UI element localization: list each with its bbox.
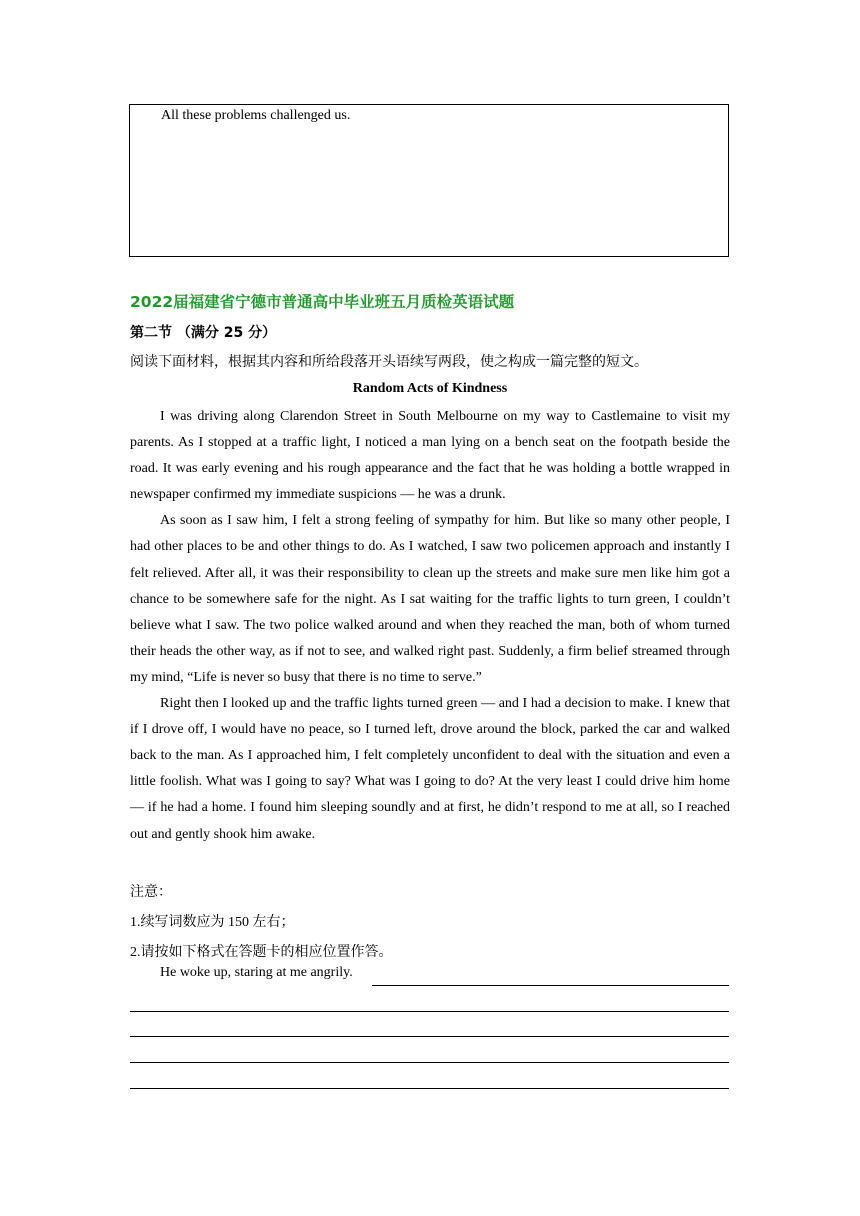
writing-line[interactable]: [130, 1036, 729, 1037]
answer-box-starter: All these problems challenged us.: [161, 108, 351, 123]
instruction-text: 阅读下面材料，根据其内容和所给段落开头语续写两段，使之构成一篇完整的短文。: [130, 354, 648, 370]
exam-title: 2022届福建省宁德市普通高中毕业班五月质检英语试题: [130, 293, 515, 311]
writing-line[interactable]: [130, 1011, 729, 1012]
story-paragraph: Right then I looked up and the traffic lights turned green — and I had a decision to make. I knew that if I drove off, I would have no peace, so I turned left, drove around the block, parked the car and walked back to the man. As I approached him, I felt completely unconfident to deal with the situation and even a little foolish. What was I going to say? What was I going to do? At the very least I could drive him home — if he had a home. I found him sleeping soundly and at first, he didn’t respond to me at all, so I reached out and gently shook him awake.: [130, 696, 730, 842]
continuation-starter: He woke up, staring at me angrily.: [160, 965, 353, 980]
story-paragraph: As soon as I saw him, I felt a strong feeling of sympathy for him. But like so many other people, I had other places to be and other things to do. As I watched, I saw two policemen approach and instantly I felt relieved. After all, it was their responsibility to clean up the streets and make sure men like him got a chance to be somewhere safe for the night. As I sat waiting for the traffic lights to turn green, I couldn’t believe what I saw. The two police walked around and when they reached the man, both of whom turned their heads the other way, as if not to see, and walked right past. Suddenly, a firm belief streamed through my mind, “Life is never so busy that there is no time to serve.”: [130, 513, 730, 685]
notes: [130, 878, 393, 968]
story-body: [130, 404, 730, 848]
writing-line[interactable]: [130, 1062, 729, 1063]
story-paragraph: I was driving along Clarendon Street in South Melbourne on my way to Castlemaine to visit my parents. As I stopped at a traffic light, I noticed a man lying on a bench seat on the footpath beside the road. It was early evening and his rough appearance and the fact that he was holding a bottle wrapped in newspaper confirmed my immediate suspicions — he was a drunk.: [130, 409, 730, 503]
story-title: Random Acts of Kindness: [352, 381, 508, 396]
section-heading: 第二节 （满分 25 分）: [130, 325, 277, 341]
writing-line[interactable]: [372, 985, 729, 986]
writing-line[interactable]: [130, 1088, 729, 1089]
answer-box[interactable]: [129, 104, 729, 257]
note-item: 2.请按如下格式在答题卡的相应位置作答。: [130, 945, 393, 960]
note-item: 1.续写词数应为 150 左右；: [130, 915, 295, 930]
notes-heading: 注意：: [130, 885, 172, 900]
